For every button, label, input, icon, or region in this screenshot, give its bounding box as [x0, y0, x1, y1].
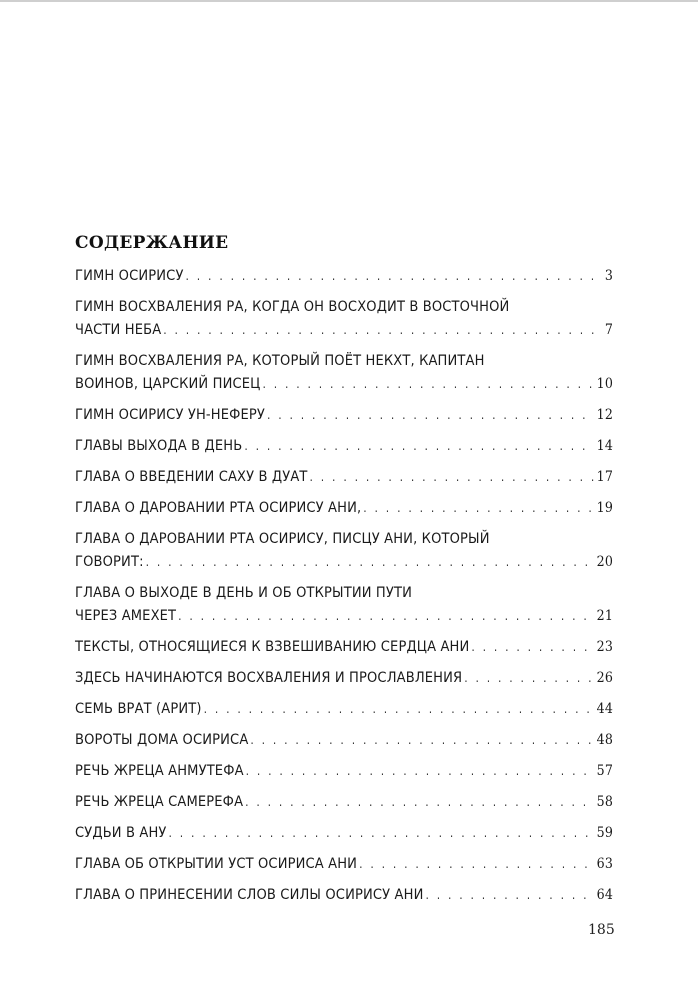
toc-entry-page: 12 [596, 407, 613, 423]
toc-entry-page: 58 [596, 794, 613, 810]
toc-entry[interactable] [75, 404, 613, 427]
toc-entry-title-line: ГИМН ОСИРИСУ УН-НЕФЕРУ [75, 407, 266, 423]
toc-entry-page: 21 [596, 608, 613, 624]
toc-entry-title-line: ГЛАВА О ДАРОВАНИИ РТА ОСИРИСУ АНИ, [75, 500, 362, 516]
toc-entry-title-line: ГЛАВА О ПРИНЕСЕНИИ СЛОВ СИЛЫ ОСИРИСУ АНИ [75, 887, 424, 903]
toc-entry-page: 3 [604, 268, 613, 284]
toc-entry-page: 57 [596, 763, 613, 779]
toc-dot-leader [244, 435, 593, 458]
toc-entry-title-line: РЕЧЬ ЖРЕЦА АНМУТЕФА [75, 763, 244, 779]
toc-dot-leader [250, 729, 593, 752]
toc-list [75, 265, 613, 907]
toc-entry[interactable] [75, 265, 613, 288]
toc-entry-title-line: ГЛАВА О ВВЕДЕНИИ САХУ В ДУАТ [75, 469, 308, 485]
toc-entry-last-line [75, 760, 613, 783]
toc-entry[interactable] [75, 636, 613, 659]
toc-entry-title-line: ГЛАВЫ ВЫХОДА В ДЕНЬ [75, 438, 243, 454]
toc-dot-leader [186, 265, 602, 288]
toc-entry[interactable] [75, 729, 613, 752]
toc-dot-leader [267, 404, 594, 427]
toc-entry[interactable] [75, 296, 613, 342]
toc-entry-page: 59 [596, 825, 613, 841]
toc-entry-last-line [75, 884, 613, 907]
toc-entry-last-line [75, 822, 613, 845]
toc-dot-leader [204, 698, 594, 721]
toc-heading: СОДЕРЖАНИЕ [75, 233, 229, 253]
toc-entry[interactable] [75, 435, 613, 458]
toc-dot-leader [246, 760, 594, 783]
toc-entry-last-line [75, 698, 613, 721]
toc-dot-leader [310, 466, 594, 489]
toc-dot-leader [178, 605, 594, 628]
toc-entry-last-line [75, 551, 613, 574]
toc-dot-leader [471, 636, 593, 659]
toc-entry-title-line: ЧЕРЕЗ АМЕХЕТ [75, 608, 177, 624]
toc-entry[interactable] [75, 466, 613, 489]
toc-dot-leader [163, 319, 602, 342]
toc-entry[interactable] [75, 791, 613, 814]
toc-entry-title-line: ТЕКСТЫ, ОТНОСЯЩИЕСЯ К ВЗВЕШИВАНИЮ СЕРДЦА АНИ [75, 639, 470, 655]
toc-entry-page: 63 [596, 856, 613, 872]
toc-entry-title-line: ГОВОРИТ: [75, 554, 144, 570]
toc-entry[interactable] [75, 698, 613, 721]
toc-entry-title-line: ГЛАВА О ДАРОВАНИИ РТА ОСИРИСУ, ПИСЦУ АНИ, КОТОРЫЙ [75, 531, 490, 547]
toc-entry-title-line: РЕЧЬ ЖРЕЦА САМЕРЕФА [75, 794, 244, 810]
toc-entry[interactable] [75, 822, 613, 845]
toc-dot-leader [262, 373, 593, 396]
toc-dot-leader [464, 667, 593, 690]
toc-entry-last-line [75, 466, 613, 489]
toc-entry-last-line [75, 497, 613, 520]
toc-entry-last-line [75, 605, 613, 628]
toc-entry-title-line: ВОРОТЫ ДОМА ОСИРИСА [75, 732, 249, 748]
toc-entry-page: 48 [596, 732, 613, 748]
toc-dot-leader [169, 822, 594, 845]
table-of-contents [75, 230, 613, 915]
toc-entry-last-line [75, 265, 613, 288]
toc-entry-page: 7 [604, 322, 613, 338]
toc-entry[interactable] [75, 853, 613, 876]
toc-entry-page: 14 [596, 438, 613, 454]
toc-entry-page: 10 [596, 376, 613, 392]
toc-dot-leader [363, 497, 593, 520]
toc-entry-last-line [75, 636, 613, 659]
toc-dot-leader [146, 551, 594, 574]
toc-entry-last-line [75, 667, 613, 690]
toc-entry-page: 17 [596, 469, 613, 485]
toc-entry-title-line: ГИМН ВОСХВАЛЕНИЯ РА, КОГДА ОН ВОСХОДИТ В ВОСТОЧНОЙ [75, 299, 510, 315]
toc-entry[interactable] [75, 582, 613, 628]
toc-entry-title-line: ГИМН ВОСХВАЛЕНИЯ РА, КОТОРЫЙ ПОЁТ НЕКХТ, КАПИТАН [75, 353, 485, 369]
page-number: 185 [588, 922, 615, 938]
toc-entry-title-line: СУДЬИ В АНУ [75, 825, 167, 841]
toc-entry-last-line [75, 319, 613, 342]
toc-entry-last-line [75, 791, 613, 814]
toc-entry-title-line: ГЛАВА ОБ ОТКРЫТИИ УСТ ОСИРИСА АНИ [75, 856, 358, 872]
toc-entry-title-line: ГЛАВА О ВЫХОДЕ В ДЕНЬ И ОБ ОТКРЫТИИ ПУТИ [75, 585, 413, 601]
toc-entry-last-line [75, 729, 613, 752]
toc-entry-title-line: ЧАСТИ НЕБА [75, 322, 162, 338]
toc-entry-title-line: ВОИНОВ, ЦАРСКИЙ ПИСЕЦ [75, 376, 261, 392]
toc-entry-last-line [75, 404, 613, 427]
page-top-border [0, 0, 698, 2]
toc-entry[interactable] [75, 667, 613, 690]
toc-entry-page: 26 [596, 670, 613, 686]
toc-entry[interactable] [75, 528, 613, 574]
toc-entry[interactable] [75, 760, 613, 783]
toc-entry-title-line: ГИМН ОСИРИСУ [75, 268, 184, 284]
toc-entry-page: 19 [596, 500, 613, 516]
toc-entry-title-line: СЕМЬ ВРАТ (АРИТ) [75, 701, 202, 717]
toc-dot-leader [245, 791, 594, 814]
toc-entry-page: 23 [596, 639, 613, 655]
toc-entry-last-line [75, 373, 613, 396]
toc-entry[interactable] [75, 497, 613, 520]
toc-entry[interactable] [75, 884, 613, 907]
toc-dot-leader [359, 853, 594, 876]
toc-entry-page: 20 [596, 554, 613, 570]
toc-entry-page: 64 [596, 887, 613, 903]
toc-entry-last-line [75, 853, 613, 876]
toc-entry-page: 44 [596, 701, 613, 717]
toc-entry-title-line: ЗДЕСЬ НАЧИНАЮТСЯ ВОСХВАЛЕНИЯ И ПРОСЛАВЛЕНИЯ [75, 670, 463, 686]
toc-entry-last-line [75, 435, 613, 458]
toc-dot-leader [426, 884, 594, 907]
toc-entry[interactable] [75, 350, 613, 396]
